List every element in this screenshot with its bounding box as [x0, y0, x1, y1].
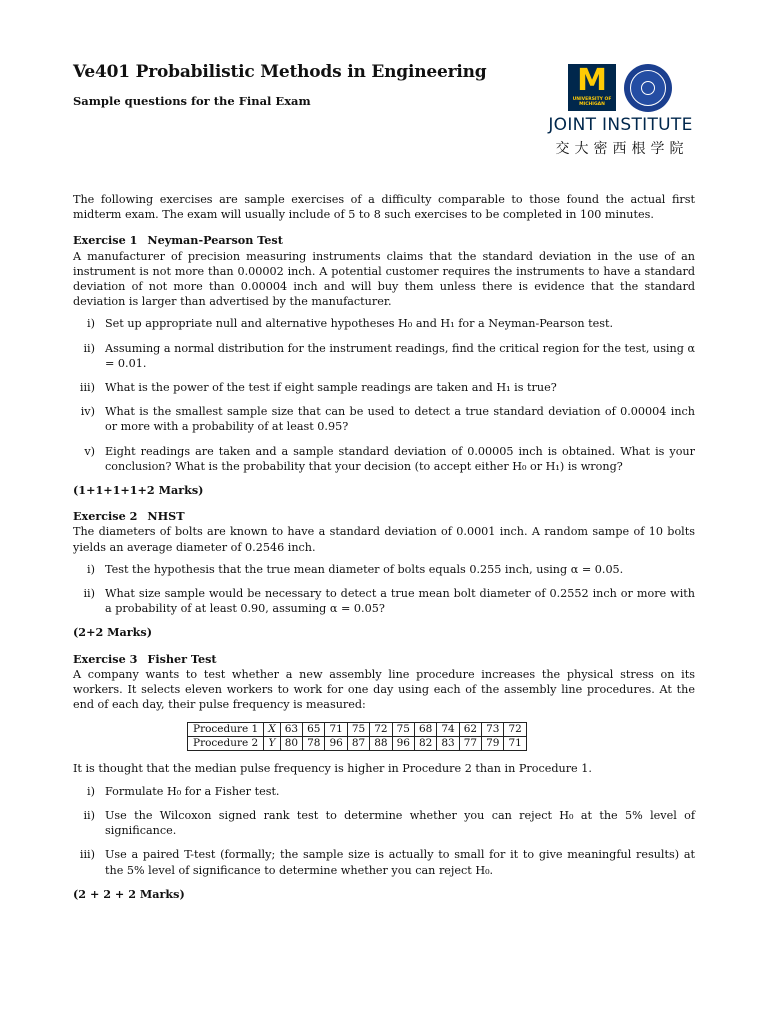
- table-cell: 75: [392, 723, 414, 737]
- pulse-frequency-table: [187, 722, 527, 751]
- umich-text: UNIVERSITY OF MICHIGAN: [572, 97, 612, 107]
- umich-logo: [568, 64, 616, 111]
- exercise-2-text: The diameters of bolts are known to have a standard deviation of 0.0001 inch. A random sampe of 10 bolts yields an average diameter of 0.2546 inch.: [73, 525, 695, 554]
- sjtu-seal-icon: [624, 64, 672, 112]
- table-cell: 88: [370, 737, 392, 751]
- table-cell: Y: [264, 737, 280, 751]
- table-cell: 83: [437, 737, 459, 751]
- table-cell: 63: [280, 723, 302, 737]
- question-item: i) Formulate H₀ for a Fisher test.: [87, 784, 280, 798]
- table-cell: 72: [370, 723, 392, 737]
- exercise-3-questions: [73, 784, 695, 878]
- exercise-2-name: NHST: [147, 509, 185, 524]
- table-cell: 71: [504, 737, 526, 751]
- table-cell: 87: [347, 737, 369, 751]
- table-cell: 68: [414, 723, 436, 737]
- question-item: iv) What is the smallest sample size that can be used to detect a true standard deviation of 0.00004 inch or more with a probability of at least 0.95?: [80, 405, 695, 434]
- umich-m-letter: M: [577, 63, 607, 98]
- question-item: ii) What size sample would be necessary to detect a true mean bolt diameter of 0.2552 inch or more with a probability of at least 0.90, assuming α = 0.05?: [83, 587, 695, 616]
- exercise-3-heading: [73, 652, 695, 667]
- document-body: [73, 192, 695, 913]
- table-cell: 82: [414, 737, 436, 751]
- exercise-1-questions: [73, 316, 695, 474]
- table-cell: 72: [504, 723, 526, 737]
- exercise-1-name: Neyman-Pearson Test: [147, 233, 283, 248]
- table-cell: 73: [482, 723, 504, 737]
- table-cell: 75: [347, 723, 369, 737]
- table-cell: 65: [303, 723, 325, 737]
- question-item: i) Test the hypothesis that the true mean diameter of bolts equals 0.255 inch, using α = 0.05.: [87, 562, 624, 576]
- exercise-1-text: A manufacturer of precision measuring instruments claims that the standard deviation in the use of an instrument is not more than 0.00002 inch. A potential customer requires the instruments to have a standard deviation of not more than 0.00004 inch and will buy them unless there is evidence that the standard deviation is larger than advertised by the manufacturer.: [73, 249, 695, 309]
- exercise-3-marks: (2 + 2 + 2 Marks): [73, 886, 185, 901]
- question-item: iii) Use a paired T-test (formally; the sample size is actually to small for it to give meaningful results) at the 5% level of significance to determine whether you can reject H₀.: [79, 848, 695, 877]
- exercise-3-label: Exercise 3: [73, 651, 138, 666]
- table-cell: 71: [325, 723, 347, 737]
- table-cell: 79: [482, 737, 504, 751]
- exercise-3-name: Fisher Test: [147, 651, 217, 666]
- exercise-3-after-text: It is thought that the median pulse frequency is higher in Procedure 2 than in Procedure 1.: [73, 762, 592, 776]
- table-cell: 77: [459, 737, 481, 751]
- table-cell: X: [264, 723, 280, 737]
- table-cell: 62: [459, 723, 481, 737]
- exercise-2-marks: (2+2 Marks): [73, 625, 153, 640]
- table-cell: 80: [280, 737, 302, 751]
- question-item: iii) What is the power of the test if eight sample readings are taken and H₁ is true?: [79, 381, 557, 395]
- table-cell: 96: [392, 737, 414, 751]
- page-subtitle: Sample questions for the Final Exam: [73, 94, 311, 108]
- exercise-1-label: Exercise 1: [73, 233, 138, 248]
- table-cell: 96: [325, 737, 347, 751]
- exercise-2-heading: [73, 509, 695, 524]
- table-cell: Procedure 1: [188, 723, 264, 737]
- exercise-1-heading: [73, 233, 695, 248]
- exercise-2-questions: [73, 562, 695, 617]
- table-cell: 78: [303, 737, 325, 751]
- page-title: Ve401 Probabilistic Methods in Engineering: [73, 62, 487, 82]
- question-item: v) Eight readings are taken and a sample standard deviation of 0.00005 inch is obtained. What is your conclusion? What is the probability that your decision (to accept either H₀ or H₁) is wrong?: [84, 444, 695, 473]
- joint-institute-chinese-text: 交大密西根学院: [555, 141, 689, 157]
- table-row: [188, 723, 527, 737]
- exercise-2-label: Exercise 2: [73, 509, 138, 524]
- intro-paragraph: The following exercises are sample exercises of a difficulty comparable to those found the actual first midterm exam. The exam will usually include of 5 to 8 such exercises to be completed in 100 minutes.: [73, 193, 695, 222]
- table-row: [188, 737, 527, 751]
- exercise-3-text: A company wants to test whether a new assembly line procedure increases the physical stress on its workers. It selects eleven workers to work for one day using each of the assembly line procedures. At the end of each day, their pulse frequency is measured:: [73, 667, 695, 712]
- table-cell: Procedure 2: [188, 737, 264, 751]
- joint-institute-text: JOINT INSTITUTE: [548, 115, 693, 135]
- joint-institute-logo: [548, 62, 693, 157]
- question-item: ii) Use the Wilcoxon signed rank test to determine whether you can reject H₀ at the 5% level of significance.: [83, 808, 695, 838]
- exercise-1-marks: (1+1+1+1+2 Marks): [73, 483, 204, 498]
- table-cell: 74: [437, 723, 459, 737]
- question-item: i) Set up appropriate null and alternative hypotheses H₀ and H₁ for a Neyman-Pearson test.: [87, 317, 614, 331]
- question-item: ii) Assuming a normal distribution for the instrument readings, find the critical region for the test, using α = 0.01.: [83, 341, 695, 370]
